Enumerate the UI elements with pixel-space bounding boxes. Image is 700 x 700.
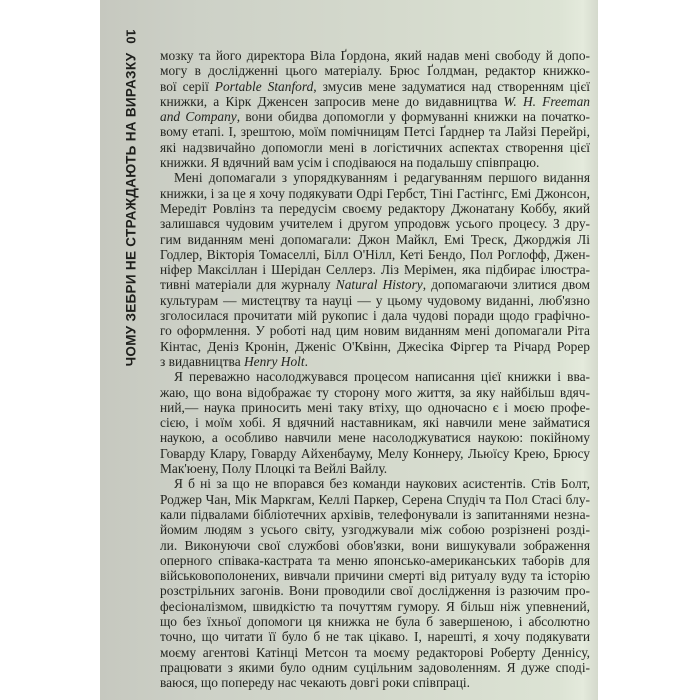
text-line: and Company, вони обидва допомогли у формуванні книжки на початко- <box>160 109 590 125</box>
text-line: Говарду Клару, Говарду Айхенбауму, Мелу Коннеру, Льюїсу Крею, Брюсу <box>160 445 590 461</box>
text-line: Мередіт Ровлінз та передусім своєму редактору Джонатану Коббу, який <box>160 200 590 216</box>
text-line: ний,— наука приносить мені таку втіху, що одночасно є і моєю профе- <box>160 399 590 415</box>
text-line: культурам — мистецтву та науці — у цьому чудовому виданні, люб'язно <box>160 292 590 308</box>
italic-title: W. H. Freeman <box>503 93 590 109</box>
text-line: Годлер, Вікторія Томаселлі, Білл О'Нілл, Кеті Бендо, Пол Роглофф, Джен- <box>160 246 590 262</box>
text-line: Мак'юену, Полу Плоцкі та Вейлі Вайлу. <box>160 461 388 477</box>
text-line: Мені допомагали з упорядкуванням і редагуванням першого видання <box>174 170 590 186</box>
text-line: вої серії Portable Stanford, змусив мене задуматися над створенням цієї <box>160 78 590 94</box>
text-line: тивні матеріали для журналу Natural History, допомагаючи злитися двом <box>160 277 590 293</box>
page-number: 10 <box>123 28 139 44</box>
text-line: кали підвалами бібліотечних архівів, телефонували із запитаннями незна- <box>160 506 590 522</box>
text-line: книжки, і за це я хочу подякувати Одрі Гербст, Тіні Гастінгс, Емі Джонсон, <box>160 185 590 201</box>
text-line: Я переважно насолоджувався процесом написання цієї книжки і вва- <box>174 369 590 385</box>
text-line: фесіоналізмом, швидкістю та почуттям гумору. Я більш ніж упевнений, <box>160 598 590 614</box>
text-line: вому етапі. І, зрештою, моїм помічницям Петсі Ґарднер та Лайзі Перейрі, <box>160 124 590 140</box>
text-line: жаю, що вона відображає ту сторону мого життя, за яку найбільш вдяч- <box>160 384 590 400</box>
text-line: працювати з якими було одним суцільним задоволенням. Я дуже споді- <box>160 659 590 675</box>
text-line: моєму агентові Катінці Метсон та моєму редакторові Роберту Деннісу, <box>160 644 590 660</box>
text-line: ли. Виконуючи свої службові обов'язки, вони вишукували зображення <box>160 537 590 553</box>
italic-title: and Company <box>160 109 237 125</box>
italic-title: Portable Stanford <box>214 78 314 94</box>
text-line: ніфер Максіллан і Шерідан Селлерз. Ліз Мерімен, яка підбирає ілюстра- <box>160 262 590 278</box>
text-line: зголосилася прочитати мій рукопис і дала чудові поради щодо графічно- <box>160 308 590 324</box>
text-line: ваюся, що попереду нас чекають довгі роки співпраці. <box>160 675 470 691</box>
text-line: го оформлення. У роботі над цим новим виданням мені допомагали Ріта <box>160 323 590 339</box>
text-line: що без їхньої допомоги ця книжка не була б завершеною, і абсолютно <box>160 613 590 629</box>
text-line: наукою, а особливо навчили мене насолоджуватися наукою: покійному <box>160 430 590 446</box>
text-line: могу в дослідженні цього матеріалу. Брюс Ґолдман, редактор книжко- <box>160 63 590 79</box>
text-line: розстрільних загонів. Вони проводили свої дослідження із разючим про- <box>160 583 590 599</box>
text-line: книжки. Я вдячний вам усім і сподіваюся на подальшу співпрацю. <box>160 155 540 171</box>
text-line: залишався чудовим учителем і другом упродовж усього процесу. З дру- <box>160 216 590 232</box>
text-line: з видавництва Henry Holt. <box>160 353 308 369</box>
text-line: які надзвичайно допомогли мені в логістичних аспектах створення цієї <box>160 139 590 155</box>
text-line: військовополонених, вивчали причини смерті від ритуалу вуду та історію <box>160 568 590 584</box>
running-head: ЧОМУ ЗЕБРИ НЕ СТРАЖДАЮТЬ НА ВИРАЗКУ <box>123 52 139 366</box>
text-line: оперного співака-кастрата та меню японсько-американських таборів для <box>160 552 590 568</box>
italic-title: Henry Holt <box>244 353 305 369</box>
text-line: Я б ні за що не впорався без команди наукових асистентів. Стів Болт, <box>174 476 590 492</box>
text-line: Кінтас, Деніз Кронін, Дженіс О'Квінн, Джесіка Фіргер та Річард Рорер <box>160 338 590 354</box>
text-line: йомим людям з усього світу, узгоджували між собою розрізнені розді- <box>160 522 590 538</box>
text-line: Роджер Чан, Мік Маркгам, Келлі Паркер, Серена Спудіч та Пол Стасі блу- <box>160 491 590 507</box>
italic-title: Natural History <box>335 277 423 293</box>
text-line: сією, і моїм хобі. Я вдячний наставникам, які навчили мене займатися <box>160 415 590 431</box>
text-line: мозку та його директора Віла Ґордона, який надав мені свободу й допо- <box>160 48 590 63</box>
body-text <box>160 48 590 690</box>
text-line: точно, що читати її було б не так цікаво. І, нарешті, я хочу подякувати <box>160 629 590 645</box>
text-line: книжки, а Кірк Дженсен запросив мене до видавництва W. H. Freeman <box>160 93 590 109</box>
text-line: гим виданням мені допомагали: Джон Майкл, Емі Треск, Джорджія Лі <box>160 231 590 247</box>
